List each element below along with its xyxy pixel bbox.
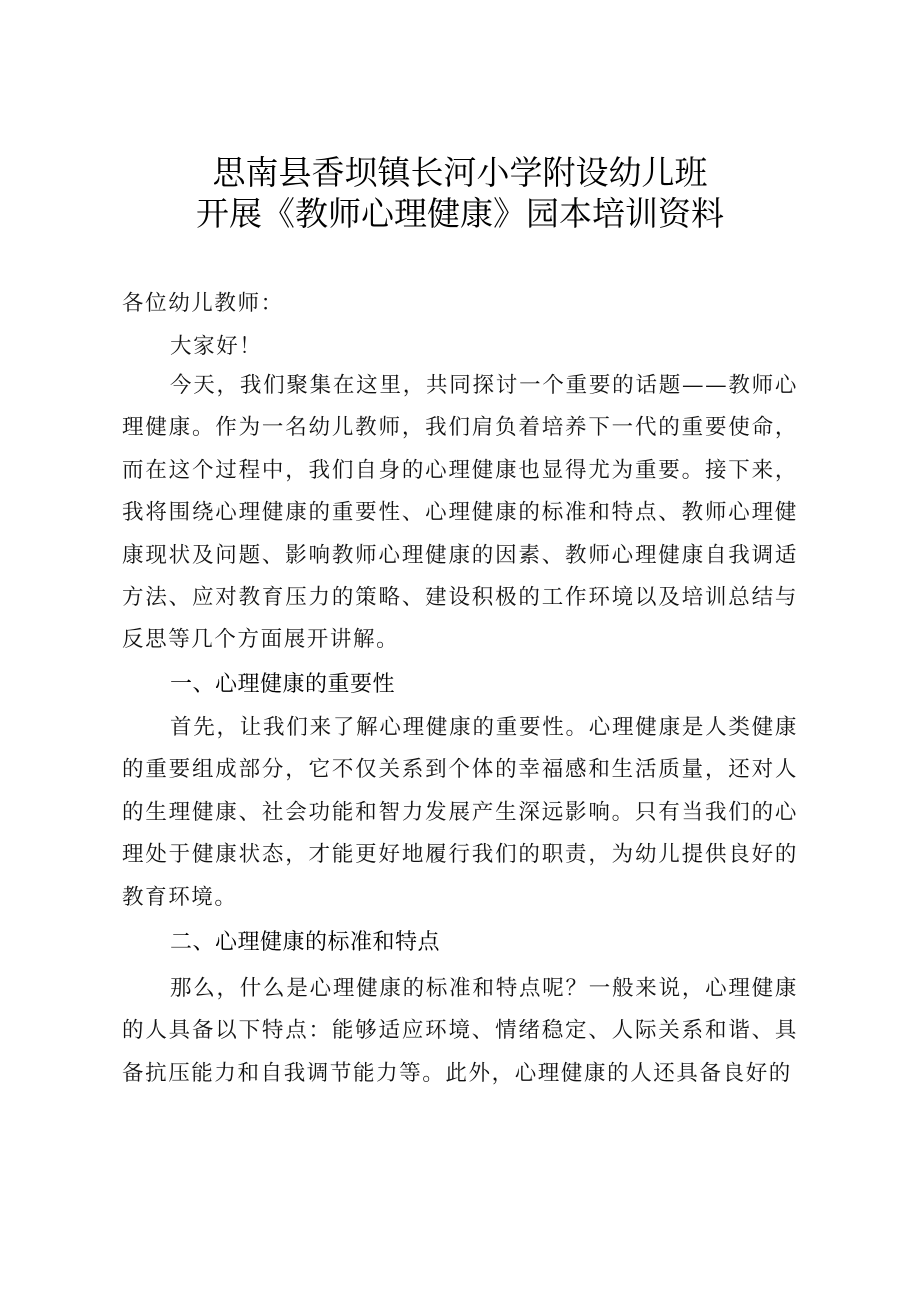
section-heading-standards: 二、心理健康的标准和特点 [170,930,441,955]
document-title-line-1: 思南县香坝镇长河小学附设幼儿班 [212,153,708,192]
intro-paragraph: 今天，我们聚集在这里，共同探讨一个重要的话题——教师心理健康。作为一名幼儿教师，我们肩负着培养下一代的重要使命，而在这个过程中，我们自身的心理健康也显得尤为重要。接下来，我将围绕心理健康的重要性、心理健康的标准和特点、教师心理健康现状及问题、影响教师心理健康的因素、教师心理健康自我调适方法、应对教育压力的策略、建设积极的工作环境以及培训总结与反思等几个方面展开讲解。 [122,373,798,653]
section-paragraph-importance: 首先，让我们来了解心理健康的重要性。心理健康是人类健康的重要组成部分，它不仅关系到个体的幸福感和生活质量，还对人的生理健康、社会功能和智力发展产生深远影响。只有当我们的心理处于健康状态，才能更好地履行我们的职责，为幼儿提供良好的教育环境。 [122,715,798,910]
section-paragraph-standards: 那么，什么是心理健康的标准和特点呢？一般来说，心理健康的人具备以下特点：能够适应环境、情绪稳定、人际关系和谐、具备抗压能力和自我调节能力等。此外，心理健康的人还具备良好的 [122,976,798,1086]
document-title-line-2: 开展《教师心理健康》园本培训资料 [196,194,724,233]
greeting: 大家好！ [170,334,263,359]
section-heading-importance: 一、心理健康的重要性 [170,672,396,697]
salutation: 各位幼儿教师： [122,291,284,316]
